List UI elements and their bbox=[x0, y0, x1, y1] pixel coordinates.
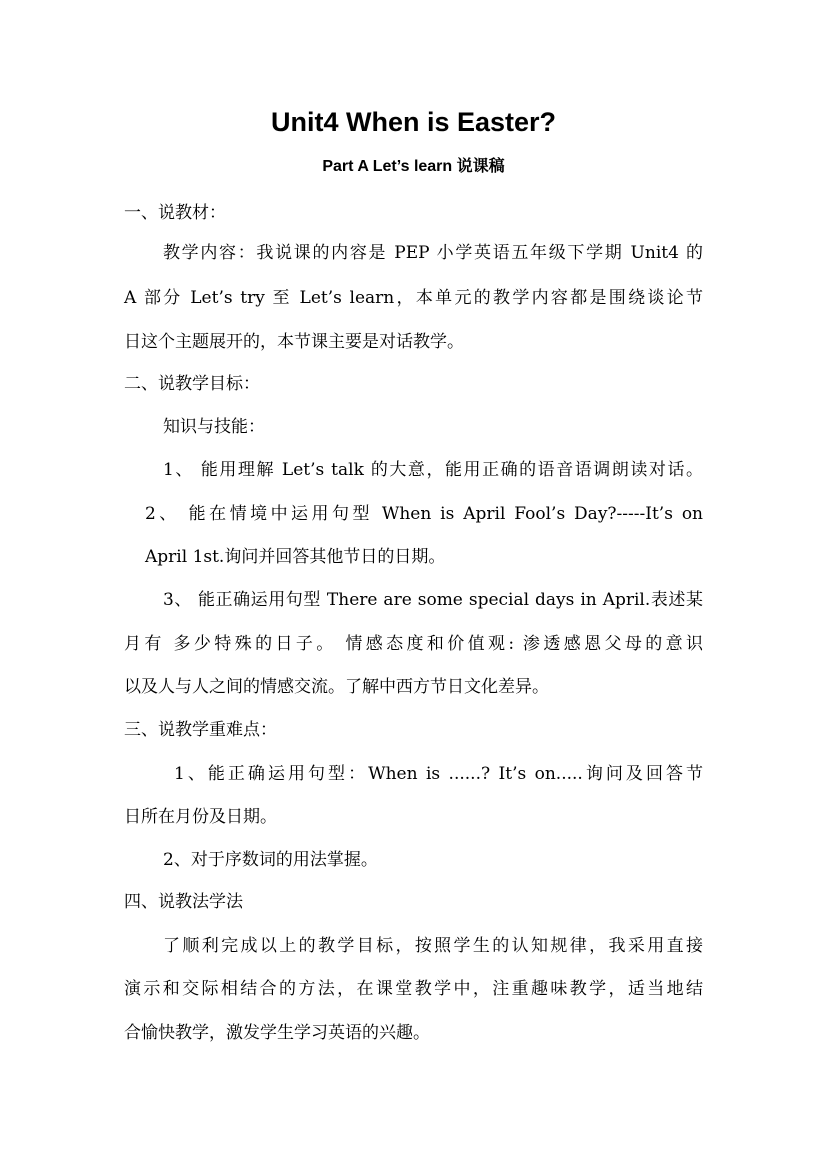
section-heading-methods: 四、说教法学法 bbox=[124, 892, 243, 912]
list-item-continuation: 以及人与人之间的情感交流。了解中西方节日文化差异。 bbox=[124, 677, 549, 697]
list-item-continuation: April 1st.询问并回答其他节日的日期。 bbox=[145, 547, 446, 567]
document-subtitle: Part A Let’s learn 说课稿 bbox=[322, 158, 505, 175]
section-heading-materials: 一、说教材： bbox=[124, 203, 226, 223]
list-item: 1、 能用理解 Let’s talk 的大意，能用正确的语音语调朗读对话。 bbox=[163, 460, 703, 480]
list-item: 1、能正确运用句型：When is ......? It’s on.....询问及回答节 bbox=[174, 764, 703, 784]
section-heading-objectives: 二、说教学目标： bbox=[124, 374, 260, 394]
document-title: Unit4 When is Easter? bbox=[270, 107, 557, 137]
list-item-continuation: 日所在月份及日期。 bbox=[124, 807, 277, 827]
list-item-continuation: 月有 多少特殊的日子。 情感态度和价值观: 渗透感恩父母的意识 bbox=[124, 634, 703, 654]
subheading-knowledge-skills: 知识与技能： bbox=[163, 417, 265, 437]
paragraph-line: 合愉快教学，激发学生学习英语的兴趣。 bbox=[124, 1023, 430, 1043]
paragraph-line: 教学内容：我说课的内容是 PEP 小学英语五年级下学期 Unit4 的 bbox=[163, 243, 703, 263]
list-item: 3、 能正确运用句型 There are some special days in April.表述某 bbox=[163, 590, 703, 610]
paragraph-line: 日这个主题展开的，本节课主要是对话教学。 bbox=[124, 332, 464, 352]
paragraph-line: 演示和交际相结合的方法，在课堂教学中，注重趣味教学，适当地结 bbox=[124, 979, 703, 999]
section-heading-key-points: 三、说教学重难点： bbox=[124, 720, 277, 740]
list-item: 2、对于序数词的用法掌握。 bbox=[163, 850, 378, 870]
list-item: 2、 能在情境中运用句型 When is April Fool’s Day?-----It’s on bbox=[145, 504, 703, 524]
paragraph-line: 了顺利完成以上的教学目标，按照学生的认知规律，我采用直接 bbox=[163, 936, 703, 956]
paragraph-line: A 部分 Let’s try 至 Let’s learn，本单元的教学内容都是围绕谈论节 bbox=[124, 288, 703, 308]
